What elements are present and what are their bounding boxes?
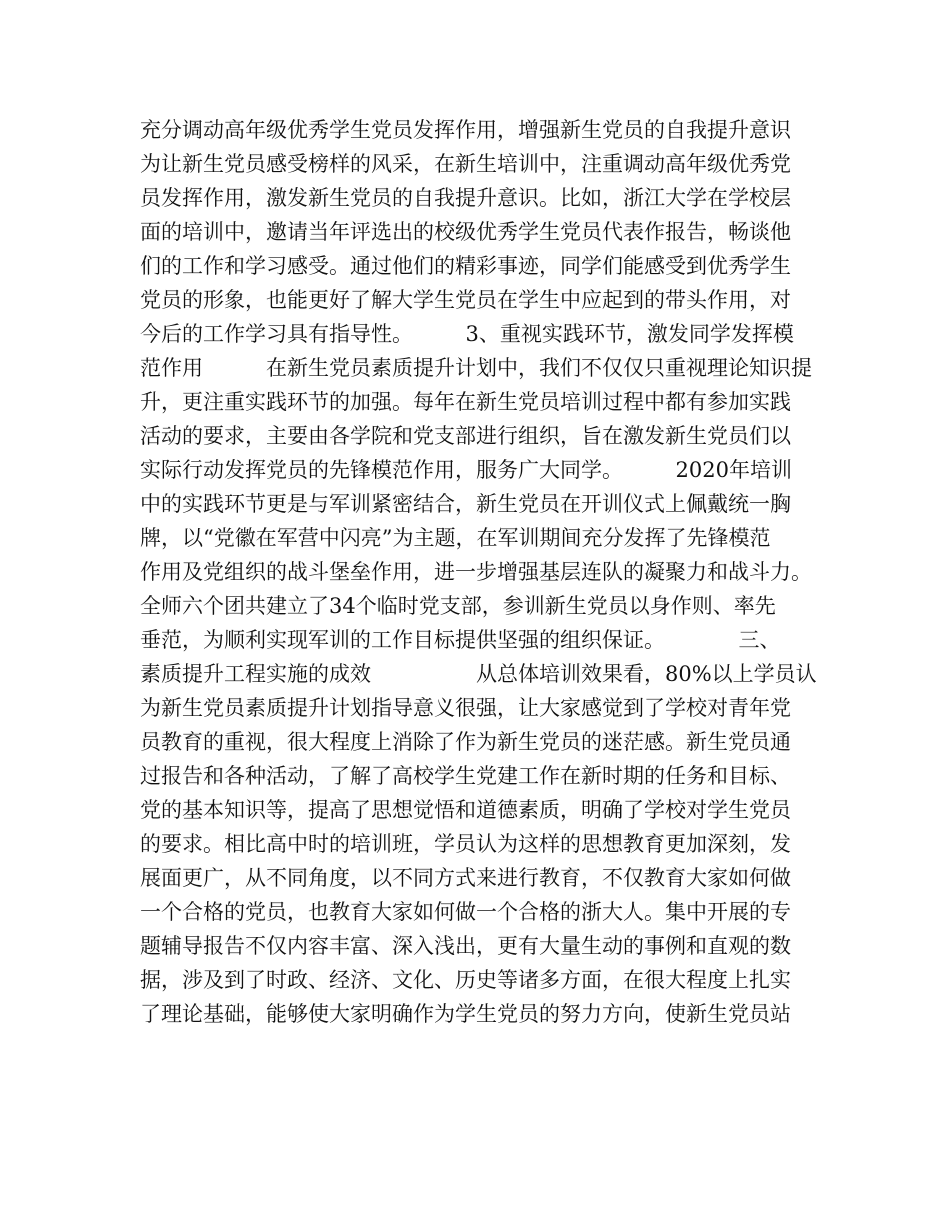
text-line: 过报告和各种活动，了解了高校学生党建工作在新时期的任务和目标、 (140, 764, 791, 788)
text-line: 据，涉及到了时政、经济、文化、历史等诸多方面，在很大程度上扎实 (140, 968, 791, 992)
text-line: 题辅导报告不仅内容丰富、深入浅出，更有大量生动的事例和直观的数 (140, 934, 791, 958)
text-line: 员发挥作用，激发新生党员的自我提升意识。比如，浙江大学在学校层 (140, 186, 791, 210)
text-line: 面的培训中，邀请当年评选出的校级优秀学生党员代表作报告，畅谈他 (140, 220, 791, 244)
text-line: 牌，以“党徽在军营中闪亮”为主题，在军训期间充分发挥了先锋模范 (140, 526, 771, 550)
text-line: 垂范，为顺利实现军训的工作目标提供坚强的组织保证。 三、 (140, 628, 781, 652)
text-line: 一个合格的党员，也教育大家如何做一个合格的浙大人。集中开展的专 (140, 900, 791, 924)
text-line: 充分调动高年级优秀学生党员发挥作用，增强新生党员的自我提升意识 (140, 118, 791, 142)
text-line: 员教育的重视，很大程度上消除了作为新生党员的迷茫感。新生党员通 (140, 730, 791, 754)
text-line: 展面更广，从不同角度，以不同方式来进行教育，不仅教育大家如何做 (140, 866, 791, 890)
text-line: 们的工作和学习感受。通过他们的精彩事迹，同学们能感受到优秀学生 (140, 254, 791, 278)
text-line: 素质提升工程实施的成效 从总体培训效果看，80%以上学员认 (140, 662, 817, 686)
text-line: 实际行动发挥党员的先锋模范作用，服务广大同学。 2020年培训 (140, 458, 792, 482)
text-line: 为让新生党员感受榜样的风采，在新生培训中，注重调动高年级优秀党 (140, 152, 791, 176)
text-line: 今后的工作学习具有指导性。 3、重视实践环节，激发同学发挥模 (140, 322, 794, 346)
text-line: 党员的形象，也能更好了解大学生党员在学生中应起到的带头作用，对 (140, 288, 791, 312)
text-line: 中的实践环节更是与军训紧密结合，新生党员在开训仪式上佩戴统一胸 (140, 492, 791, 516)
text-line: 活动的要求，主要由各学院和党支部进行组织，旨在激发新生党员们以 (140, 424, 791, 448)
text-line: 作用及党组织的战斗堡垒作用，进一步增强基层连队的凝聚力和战斗力。 (140, 560, 812, 584)
text-line: 范作用 在新生党员素质提升计划中，我们不仅仅只重视理论知识提 (140, 356, 812, 380)
text-line: 全师六个团共建立了34个临时党支部，参训新生党员以身作则、率先 (140, 594, 776, 618)
text-line: 的要求。相比高中时的培训班，学员认为这样的思想教育更加深刻，发 (140, 832, 791, 856)
text-line: 了理论基础，能够使大家明确作为学生党员的努力方向，使新生党员站 (140, 1002, 791, 1026)
text-line: 为新生党员素质提升计划指导意义很强，让大家感觉到了学校对青年党 (140, 696, 791, 720)
text-line: 党的基本知识等，提高了思想觉悟和道德素质，明确了学校对学生党员 (140, 798, 791, 822)
text-line: 升，更注重实践环节的加强。每年在新生党员培训过程中都有参加实践 (140, 390, 791, 414)
document-body (140, 113, 830, 1031)
